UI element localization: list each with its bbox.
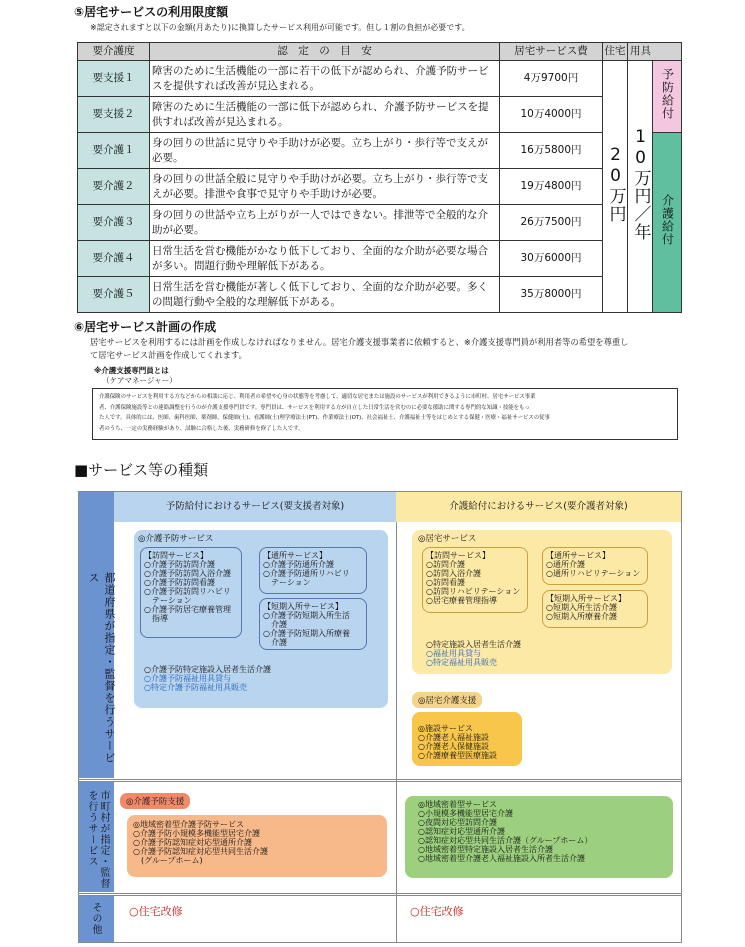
reform-kaigo: ○住宅改修 [410, 905, 464, 918]
table-row [78, 241, 682, 277]
shisetsu-list [418, 724, 497, 760]
table-row [78, 61, 682, 97]
list-item: ○訪問入浴介護 [426, 569, 481, 578]
kaigo-label: 介護給付 [660, 194, 675, 246]
list-item: 【訪問サービス】 [144, 551, 208, 560]
header-kaigo-services: 介護給付におけるサービス(要介護者対象) [396, 492, 681, 522]
desc-cell: 日常生活を営む機能が著しく低下しており、全面的な介助が必要。多くの問題行動や全般的な理解低下がある。 [150, 277, 500, 313]
header-cost: 居宅サービス費 [500, 43, 603, 61]
table-header-row [78, 43, 682, 61]
definition-line: 介護保険のサービスを利用する方などからの相談に応じ、利用者の希望や心身の状態等を考慮して、適切な居宅または施設のサービスが利用できるように市町村、居宅サービス事業 [99, 394, 536, 400]
list-item: ○介護予防小規模多機能型居宅介護 [133, 829, 260, 838]
yobo-cell [653, 61, 682, 133]
list-item: ◎地域密着型サービス [418, 800, 497, 809]
caremanager-note-title: ※介護支援専門員とは [94, 366, 169, 375]
list-item: ○居宅療養管理指導 [426, 596, 497, 605]
row-label-prefecture: 都道府県が指定・監督を行うサービス [87, 572, 116, 764]
level-cell: 要支援２ [78, 97, 150, 133]
desc-cell: 身の回りの世話全般に見守りや手助けが必要。立ち上がり・歩行等で支えが必要。排泄や食事で見守りや手助けが必要。 [150, 169, 500, 205]
list-item: ○介護老人福祉施設 [418, 733, 489, 742]
yobo-day-list [263, 551, 350, 587]
definition-line: た人です。具体的には、医師、歯科医師、薬剤師、保健師(士)、看護師(士)理学療法士(PT)、作業療法士(OT)、社会福祉士、介護福祉士等をはじめとする保健・医療・福祉サービスの従事 [99, 415, 550, 421]
level-cell: 要介護１ [78, 133, 150, 169]
list-item: ○訪問看護 [426, 578, 465, 587]
yobo-support-label: ◎介護予防支援 [120, 793, 190, 809]
list-item: ◎施設サービス [418, 724, 473, 733]
kyotaku-short-list [546, 594, 626, 621]
yobo-services-title: ◎介護予防サービス [138, 534, 214, 544]
desc-cell: 日常生活を営む機能がかなり低下しており、全面的な介助が必要な場合が多い。問題行動や理解低下がある。 [150, 241, 500, 277]
desc-cell: 身の回りの世話に見守りや手助けが必要。立ち上がり・歩行等で支えが必要。 [150, 133, 500, 169]
yobo-extra-list [144, 665, 271, 692]
desc-cell: 障害のために生活機能の一部に低下が認められ、介護予防サービスを提供すれば改善が見込まれる。 [150, 97, 500, 133]
list-item: ○認知症対応型共同生活介護（グループホーム） [418, 836, 593, 845]
yobo-visit-list [144, 551, 231, 623]
cost-cell: 16万5800円 [500, 133, 603, 169]
column-divider [396, 522, 397, 942]
yobo-label: 予防給付 [660, 68, 675, 120]
list-item: ○介護予防特定施設入居者生活介護 [144, 665, 271, 674]
section6-body-line2: て居宅サービス計画を作成してくれます。 [90, 350, 247, 360]
list-item: テーション [263, 578, 311, 587]
list-item: ○福祉用具貸与 [426, 649, 481, 658]
cost-cell: 19万4800円 [500, 169, 603, 205]
list-item: ○介護予防通所リハビリ [263, 569, 350, 578]
section5-title: ⑤居宅サービスの利用限度額 [74, 5, 229, 19]
level-cell: 要介護２ [78, 169, 150, 205]
yobo-short-list [263, 602, 350, 647]
caremanager-definition-box [92, 388, 678, 440]
corner-cell [79, 492, 114, 522]
housing-value: 20万円 [605, 145, 626, 223]
list-item: ○介護予防訪問リハビリ [144, 587, 231, 596]
header-yobo-services: 予防給付におけるサービス(要支援者対象) [114, 492, 396, 522]
list-item: ○介護予防訪問看護 [144, 578, 215, 587]
kyotaku-visit-list [426, 551, 520, 605]
table-row [78, 277, 682, 313]
list-item: 介護 [263, 638, 287, 647]
cost-cell: 35万8000円 [500, 277, 603, 313]
list-item: ○介護予防短期入所療養 [263, 629, 350, 638]
equipment-cell [628, 61, 653, 313]
equipment-value: 10万円／年 [630, 127, 651, 241]
kyotaku-extra-list [426, 640, 521, 667]
list-item: ○介護療養型医療施設 [418, 751, 497, 760]
section5-note: ※認定されますと以下の金額(月あたり)に換算したサービス利用が可能です。但し１割の負担が必要です。 [90, 23, 470, 32]
list-item: ○介護予防認知症対応型共同生活介護 [133, 847, 268, 856]
list-item: ○特定施設入居者生活介護 [426, 640, 521, 649]
level-cell: 要介護５ [78, 277, 150, 313]
list-item: ○介護予防訪問介護 [144, 560, 215, 569]
list-item: テーション [144, 596, 192, 605]
list-item: ○介護予防短期入所生活 [263, 611, 350, 620]
housing-cell [603, 61, 628, 313]
list-item: ○特定介護予防福祉用具販売 [144, 683, 247, 692]
list-item: ○特定福祉用具販売 [426, 658, 497, 667]
list-item: ○介護予防通所介護 [263, 560, 334, 569]
level-cell: 要支援１ [78, 61, 150, 97]
table-row [78, 97, 682, 133]
table-row [78, 205, 682, 241]
header-desc: 認 定 の 目 安 [150, 43, 500, 61]
kyotaku-day-list [546, 551, 640, 578]
level-cell: 要介護３ [78, 205, 150, 241]
list-item: 【訪問サービス】 [426, 551, 490, 560]
list-item: 【通所サービス】 [263, 551, 327, 560]
definition-line: 者のうち、一定の実務経験があり、試験に合格した後、実務研修を修了した人です。 [99, 425, 304, 432]
reform-yobo: ○住宅改修 [129, 905, 183, 918]
desc-cell: 身の回りの世話や立ち上がりが一人ではできない。排泄等で全般的な介助が必要。 [150, 205, 500, 241]
row-label-other: その他 [90, 902, 101, 935]
list-item: ○小規模多機能型居宅介護 [418, 809, 513, 818]
list-item: ○通所リハビリテーション [546, 569, 641, 578]
list-item: ○短期入所生活介護 [546, 603, 617, 612]
list-item: ○介護予防福祉用具貸与 [144, 674, 231, 683]
list-item: 【短期入所サービス】 [263, 602, 343, 611]
list-item: ○介護予防認知症対応型通所介護 [133, 838, 252, 847]
list-item: 【通所サービス】 [546, 551, 610, 560]
kyotaku-support-label: ◎居宅介護支援 [412, 692, 482, 708]
cost-cell: 10万4000円 [500, 97, 603, 133]
header-equipment: 用具 [628, 43, 682, 61]
list-item: 介護 [263, 620, 287, 629]
table-row [78, 169, 682, 205]
kaigo-cell [653, 133, 682, 313]
chiiki-kaigo-list [418, 800, 592, 863]
kyotaku-services-title: ◎居宅サービス [418, 534, 477, 544]
list-item: 指導 [144, 614, 168, 623]
list-item: ○介護予防居宅療養管理 [144, 605, 231, 614]
list-item: ○地域密着型介護老人福祉施設入所者生活介護 [418, 854, 585, 863]
definition-line: 者、介護保険施設等との連絡調整を行うのが介護支援専門員です。専門員は、サービスを利用する方が自立した日常生活を営むのに必要な援助に関する専門的な知識・技能をもっ [99, 404, 530, 411]
row-divider [79, 779, 681, 782]
list-item: ○認知症対応型通所介護 [418, 827, 505, 836]
row-label-municipal: 市町村が指定・監督を行うサービス [86, 790, 109, 889]
list-item: ◎地域密着型介護予防サービス [133, 820, 244, 829]
list-item: ○訪問介護 [426, 560, 465, 569]
row-divider [79, 893, 681, 896]
list-item: ○訪問リハビリテーション [426, 587, 521, 596]
level-cell: 要介護４ [78, 241, 150, 277]
list-item: 【短期入所サービス】 [546, 594, 626, 603]
list-item: ○通所介護 [546, 560, 585, 569]
header-level: 要介護度 [78, 43, 150, 61]
table-row [78, 133, 682, 169]
services-title: ■サービス等の種類 [74, 461, 209, 479]
chiiki-yobo-list [133, 820, 268, 865]
cost-cell: 30万6000円 [500, 241, 603, 277]
list-item: ○短期入所療養介護 [546, 612, 617, 621]
cost-cell: 4万9700円 [500, 61, 603, 97]
list-item: ○介護老人保健施設 [418, 742, 489, 751]
list-item: (グループホーム) [133, 856, 203, 865]
section6-body-line1: 居宅サービスを利用するには計画を作成しなければなりません。居宅介護支援事業者に依頼すると、※介護支援専門員が利用者等の希望を尊重し [90, 337, 629, 347]
cost-cell: 26万7500円 [500, 205, 603, 241]
list-item: ○夜間対応型訪問介護 [418, 818, 497, 827]
caremanager-note-sub: （ケアマネージャー） [102, 376, 177, 385]
limit-table [77, 42, 682, 313]
list-item: ○地域密着型特定施設入居者生活介護 [418, 845, 553, 854]
desc-cell: 障害のために生活機能の一部に若干の低下が認められ、介護予防サービスを提供すれば改善が見込まれる。 [150, 61, 500, 97]
section6-title: ⑥居宅サービス計画の作成 [74, 320, 217, 334]
list-item: ○介護予防訪問入浴介護 [144, 569, 231, 578]
header-housing: 住宅 [603, 43, 628, 61]
